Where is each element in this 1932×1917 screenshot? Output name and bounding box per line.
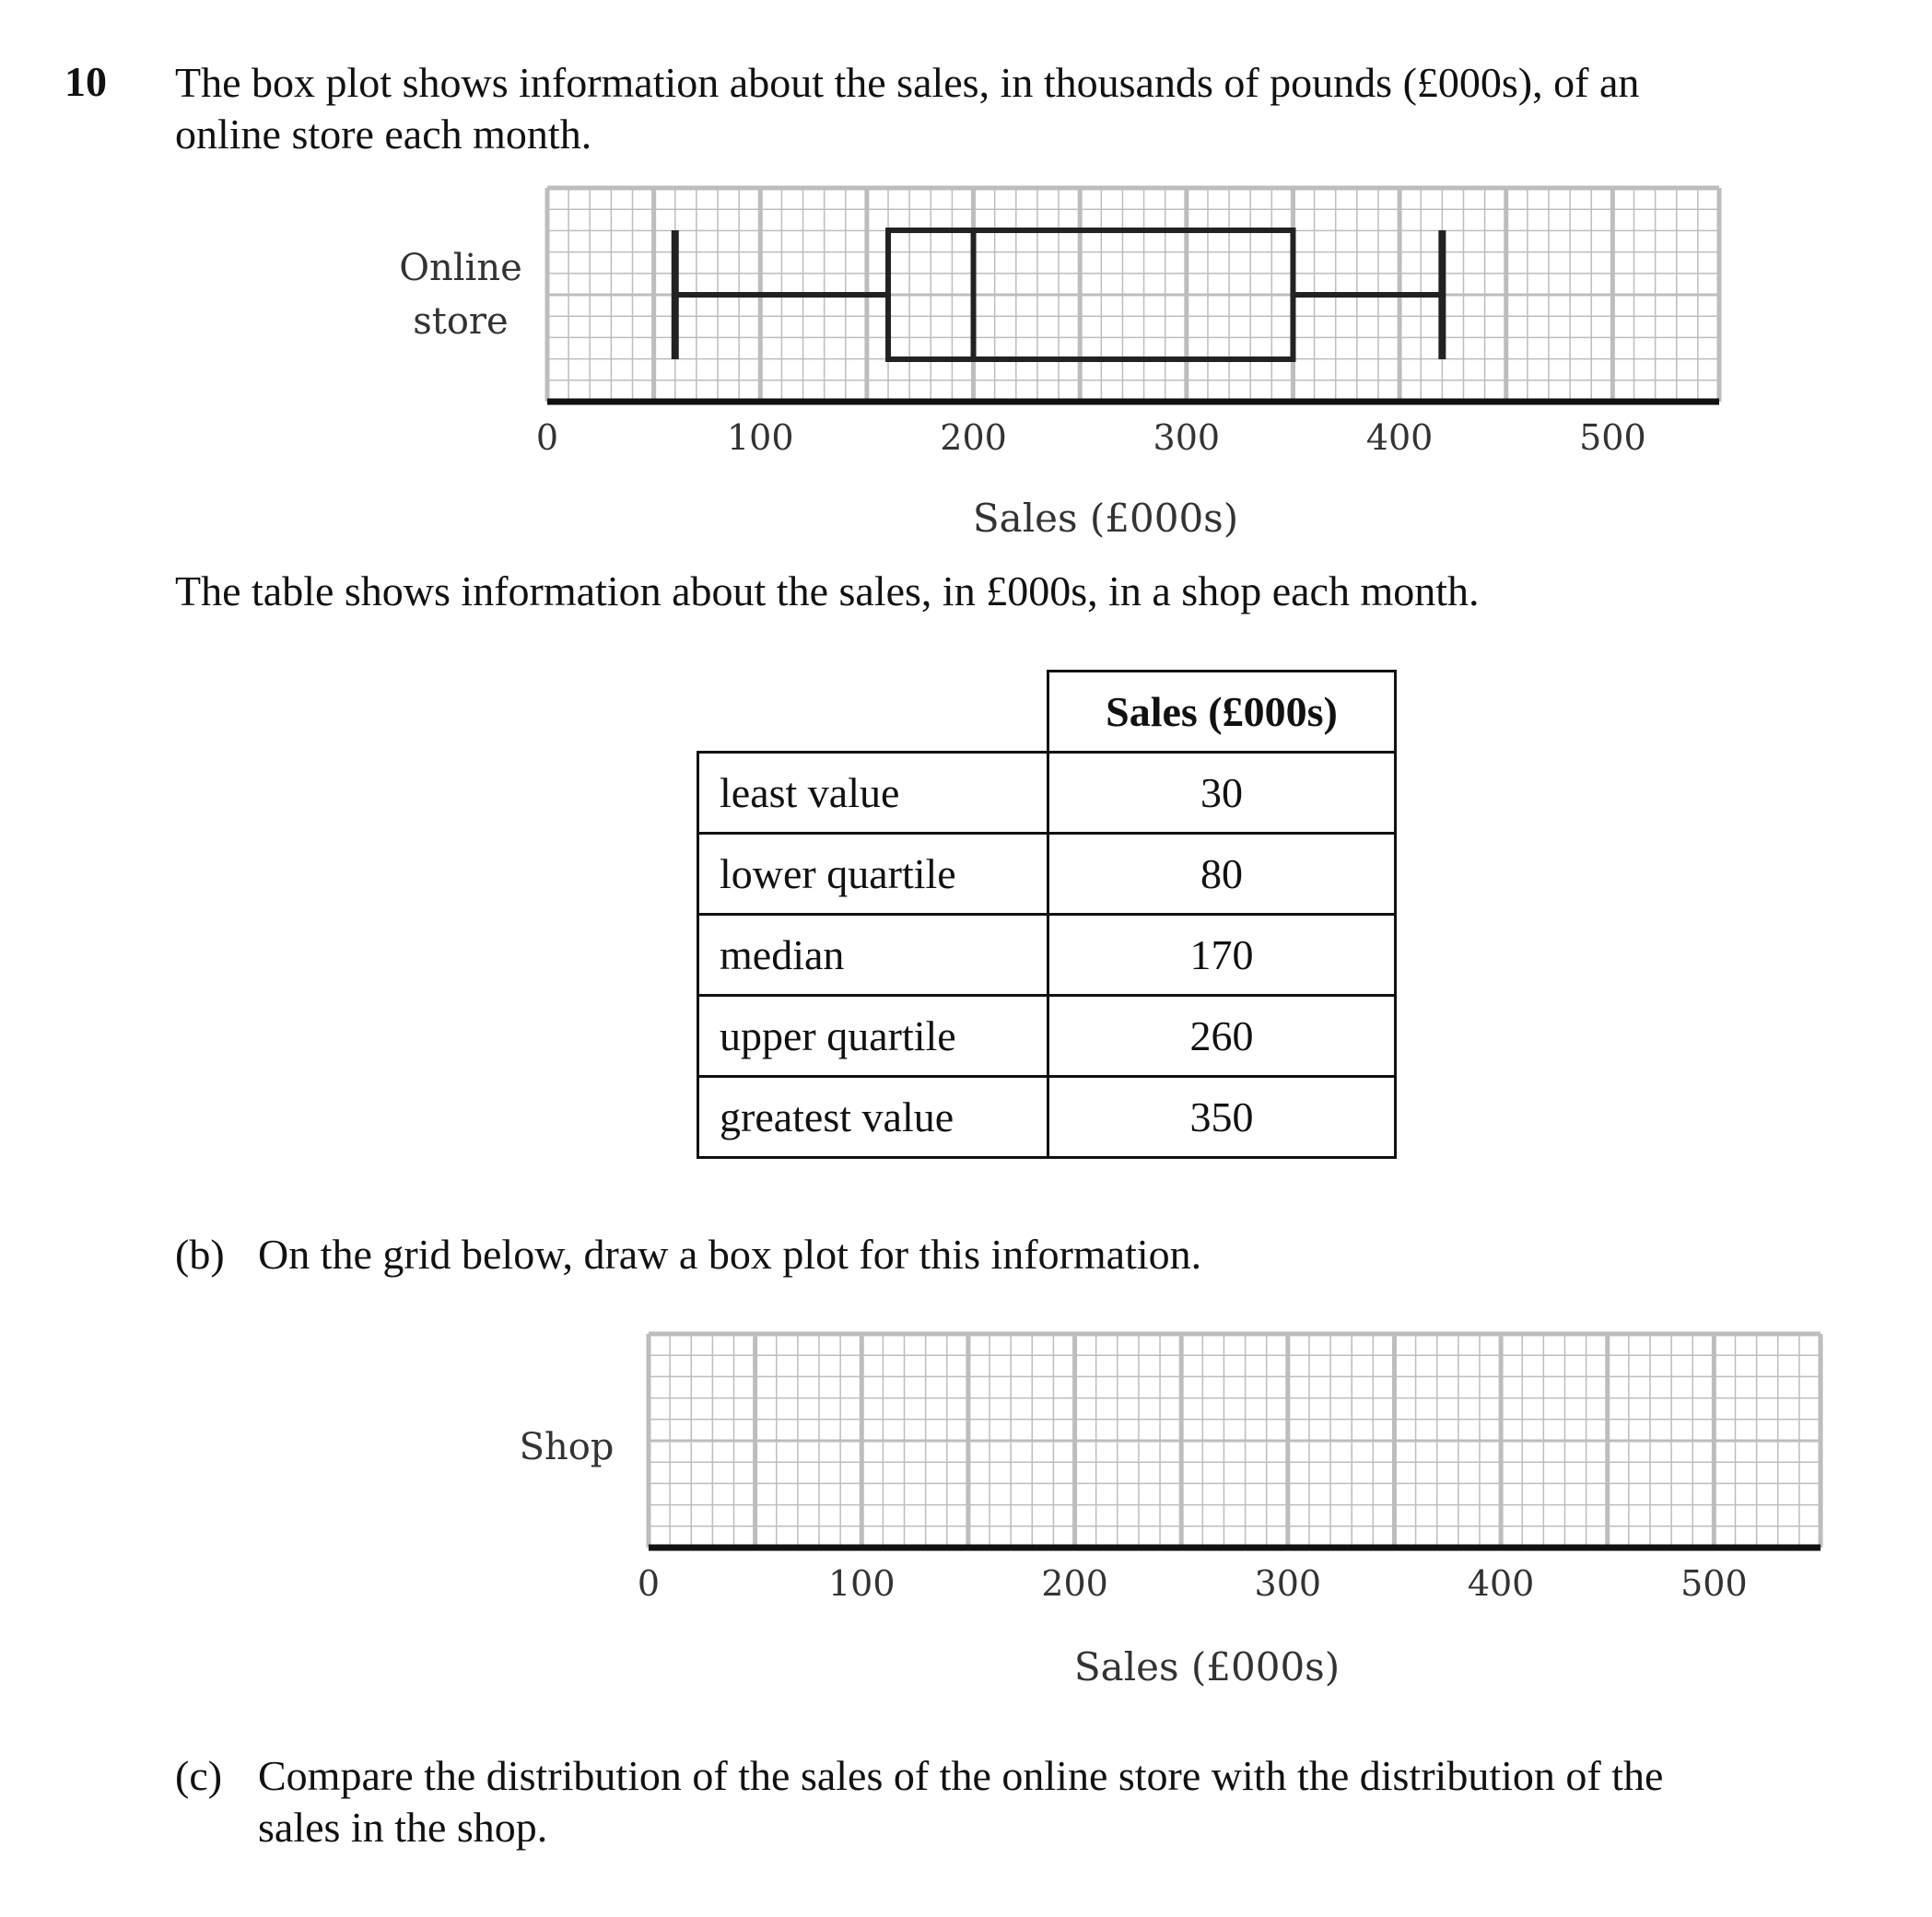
question-number: 10 <box>64 58 107 105</box>
x-tick-label: 100 <box>828 1563 896 1604</box>
intro-line-2: online store each month. <box>175 111 592 158</box>
online-store-label-line-2: store <box>413 300 509 343</box>
table-row-value: 260 <box>1048 996 1396 1077</box>
table-row-value: 170 <box>1048 915 1396 996</box>
table-row <box>698 915 1396 996</box>
x-tick-label: 200 <box>1041 1563 1108 1604</box>
table-row-value: 350 <box>1048 1077 1396 1158</box>
shop-box-plot-grid[interactable] <box>637 1330 1824 1607</box>
table-row <box>698 834 1396 915</box>
table-header: Sales (£000s) <box>1048 672 1396 753</box>
x-tick-label: 500 <box>1680 1563 1748 1604</box>
part-b-question <box>175 1229 1833 1280</box>
x-tick-label: 300 <box>1153 417 1221 458</box>
online-store-label-line-1: Online <box>399 247 522 289</box>
x-tick-label: 400 <box>1365 417 1434 458</box>
shop-label: Shop <box>519 1426 615 1468</box>
question-intro <box>175 57 1815 160</box>
x-tick-label: 100 <box>727 417 794 458</box>
table-row <box>698 1077 1396 1158</box>
shop-sales-table <box>697 670 1397 1159</box>
table-row-label: least value <box>698 753 1048 834</box>
table-corner-cell <box>698 672 1048 753</box>
part-c-line-2: sales in the shop. <box>258 1804 548 1851</box>
table-row-label: greatest value <box>698 1077 1048 1158</box>
table-row-label: upper quartile <box>698 996 1048 1077</box>
x-tick-label: 200 <box>940 417 1007 458</box>
table-row-value: 30 <box>1048 753 1396 834</box>
online-store-label <box>378 241 544 348</box>
shop-axis-title: Sales (£000s) <box>1073 1644 1341 1689</box>
part-c-line-1: Compare the distribution of the sales of the online store with the distribution of the <box>258 1752 1664 1799</box>
intro-line-1: The box plot shows information about the sales, in thousands of pounds (£000s), of an <box>175 59 1640 106</box>
table-row-label: lower quartile <box>698 834 1048 915</box>
x-tick-label: 300 <box>1254 1563 1322 1604</box>
table-row-label: median <box>698 915 1048 996</box>
x-tick-label: 0 <box>535 417 559 458</box>
part-c-question <box>175 1750 1833 1853</box>
online-store-box-plot <box>535 184 1723 461</box>
x-tick-label: 400 <box>1467 1563 1535 1604</box>
table-row <box>698 753 1396 834</box>
x-tick-label: 0 <box>637 1563 661 1604</box>
x-tick-label: 500 <box>1579 417 1646 458</box>
part-b-label: (b) <box>175 1231 225 1278</box>
part-c-label: (c) <box>175 1752 223 1799</box>
grid-lines <box>649 1334 1821 1548</box>
table-intro: The table shows information about the sales, in £000s, in a shop each month. <box>175 567 1480 614</box>
table-header-row <box>698 672 1396 753</box>
online-store-axis-title: Sales (£000s) <box>972 496 1239 541</box>
table-row-value: 80 <box>1048 834 1396 915</box>
table-row <box>698 996 1396 1077</box>
part-b-text: On the grid below, draw a box plot for this information. <box>258 1231 1202 1278</box>
